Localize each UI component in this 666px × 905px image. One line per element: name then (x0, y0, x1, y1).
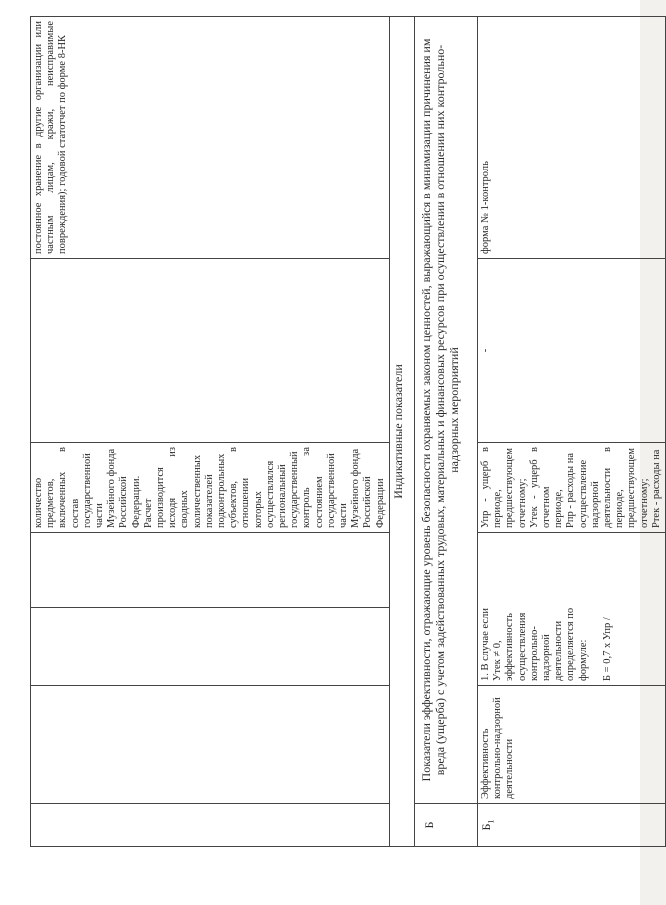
legend-line: Ртек - расходы на (650, 449, 662, 528)
legend-line: отчетному; (638, 478, 650, 528)
formula-line: эффективность (504, 613, 516, 681)
b1-code-letter: Б (478, 823, 493, 831)
b1-name: Эффективность контрольно-надзорной деятельности (477, 686, 665, 804)
b1-target: - (477, 259, 665, 443)
section-b-title: Показатели эффективности, отражающие уровень безопасности охраняемых законом ценностей, выражающийся в минимизации причинения им вреда (ущерба) с учетом задействованных трудовых, материальных и финансовых ресурсов при осуществлении в отношении них контрольно-надзорных мероприятий (414, 17, 477, 804)
section-b-row (414, 17, 477, 847)
legend-line: предшествующем (504, 447, 516, 528)
measure-line: включенных в состав (57, 447, 81, 528)
cont-source-cell: постоянное хранение в другие организации или частным лицам, кражи, неисправимые повреждения); годовой статотчет по форме 8-НК (31, 17, 390, 259)
measure-line: государственный (289, 451, 301, 528)
b1-legend (477, 443, 665, 533)
formula-line: контрольно- (528, 626, 540, 681)
legend-line: предшествующем (626, 447, 638, 528)
b1-code-sub: 1 (486, 819, 496, 824)
measure-line: Музейного фонда (106, 448, 118, 528)
formula-line: деятельности (553, 620, 565, 681)
formula-line: определяется по (565, 607, 577, 681)
cont-formula-cell-2 (31, 533, 390, 608)
measure-line: региональный (277, 464, 289, 528)
cont-name-cell (31, 686, 390, 804)
formula-line (590, 537, 602, 681)
measure-line: Российской Федерации. (118, 475, 142, 528)
measure-line: государственной части (325, 453, 350, 528)
section-title-row (389, 17, 414, 847)
measure-line: которых осуществлялся (252, 460, 276, 528)
measure-line: количественных (191, 454, 203, 528)
measure-line: показателей (203, 474, 215, 528)
cont-target-cell (31, 259, 390, 443)
cont-code-cell (31, 804, 390, 847)
cont-formula-cell (31, 608, 390, 686)
continuation-row (31, 17, 390, 847)
measure-line: исходя из сводных (167, 447, 191, 528)
formula-line: Утек ≠ 0, (492, 640, 504, 681)
measure-line: подконтрольных (216, 453, 228, 528)
measure-line: Расчет производится (142, 467, 167, 528)
formula-line: надзорной (540, 634, 552, 681)
legend-line: отчетному; (516, 478, 528, 528)
legend-line: Рпр - расходы на (565, 453, 577, 528)
legend-line: деятельности в периоде, (601, 447, 626, 528)
measure-line: государственной части (81, 453, 106, 528)
measure-line: субъектов, в отношении (228, 447, 252, 528)
cont-measure-cell (31, 443, 390, 533)
formula-line: формуле: (577, 639, 589, 681)
formula-line: Б = 0,7 х Упр / (601, 617, 613, 681)
legend-line: Утек - ущерб в отчетном (528, 447, 552, 528)
measure-line: количество предметов, (33, 477, 57, 528)
legend-line: осуществление надзорной (577, 459, 601, 528)
measure-line: Музейного фонда (350, 448, 362, 528)
measure-line: Российской Федерации (362, 476, 386, 528)
b1-code (477, 804, 665, 847)
formula-line: осуществления (516, 612, 528, 681)
formula-line: 1. В случае если (479, 608, 491, 681)
legend-line: периоде, (553, 489, 565, 528)
row-b1 (477, 17, 665, 847)
measure-line: контроль за состоянием (301, 447, 325, 528)
legend-line: Упр - ущерб в периоде, (479, 447, 504, 528)
section-title: Индикативные показатели (389, 17, 414, 847)
b1-formula (477, 533, 665, 686)
section-b-code: Б (414, 804, 477, 847)
indicators-table (30, 16, 666, 847)
b1-source: форма № 1-контроль (477, 17, 665, 259)
